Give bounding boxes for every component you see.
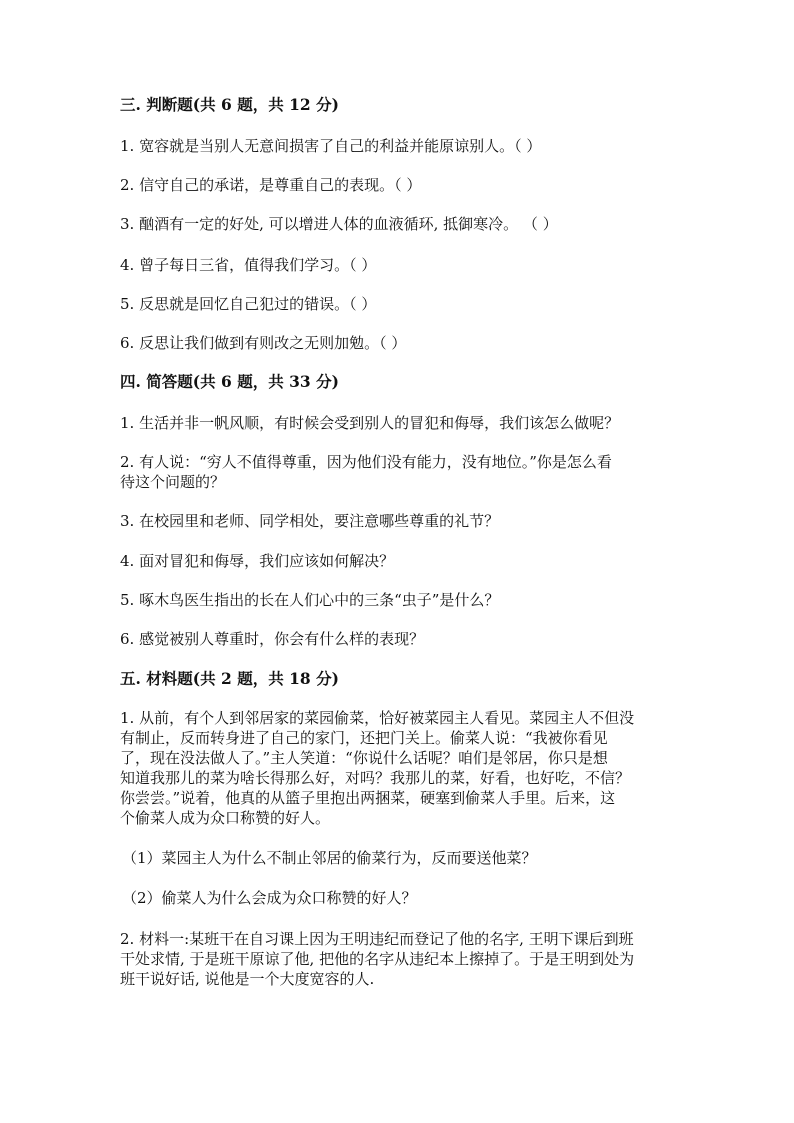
section-4-question-1: 1. 生活并非一帆风顺，有时候会受到别人的冒犯和侮辱，我们该怎么做呢？ <box>120 414 620 432</box>
section-5-heading: 五. 材料题(共 2 题，共 18 分) <box>120 669 339 688</box>
section-3-question-2: 2. 信守自己的承诺，是尊重自己的表现。（ ） <box>120 176 422 194</box>
material-1-line-6: 个偷菜人成为众口称赞的好人。 <box>120 809 331 827</box>
section-4-question-2-line-1: 2. 有人说：“穷人不值得尊重，因为他们没有能力，没有地位。”你是怎么看 <box>120 453 612 471</box>
section-4-question-3: 3. 在校园里和老师、同学相处，要注意哪些尊重的礼节？ <box>120 512 500 530</box>
material-1-line-5: 你尝尝。”说着，他真的从篮子里抱出两捆菜，硬塞到偷菜人手里。后来，这 <box>120 789 616 807</box>
material-2-line-3: 班干说好话, 说他是一个大度宽容的人. <box>120 970 375 988</box>
section-4-question-6: 6. 感觉被别人尊重时，你会有什么样的表现？ <box>120 630 425 648</box>
material-1-line-3: 了，现在没法做人了。”主人笑道：“你说什么话呢？咱们是邻居，你只是想 <box>120 749 608 767</box>
material-1-subquestion-1: （1）菜园主人为什么不制止邻居的偷菜行为，反而要送他菜？ <box>122 849 537 867</box>
section-3-heading: 三. 判断题(共 6 题，共 12 分) <box>120 95 339 114</box>
material-2-line-2: 干处求情, 于是班干原谅了他, 把他的名字从违纪本上擦掉了。于是王明到处为 <box>120 950 635 968</box>
material-1-line-4: 知道我那儿的菜为啥长得那么好，对吗？我那儿的菜，好看，也好吃，不信？ <box>120 769 631 787</box>
section-3-question-4: 4. 曾子每日三省，值得我们学习。（ ） <box>120 256 377 274</box>
material-1-subquestion-2: （2）偷菜人为什么会成为众口称赞的好人？ <box>122 889 417 907</box>
material-1-line-2: 有制止，反而转身进了自己的家门，还把门关上。偷菜人说：“我被你看见 <box>120 729 608 747</box>
section-3-question-1: 1. 宽容就是当别人无意间损害了自己的利益并能原谅别人。（ ） <box>120 137 542 155</box>
section-3-question-5: 5. 反思就是回忆自己犯过的错误。（ ） <box>120 295 377 313</box>
section-4-question-4: 4. 面对冒犯和侮辱，我们应该如何解决？ <box>120 552 395 570</box>
section-4-question-5: 5. 啄木鸟医生指出的长在人们心中的三条“虫子”是什么？ <box>120 591 500 609</box>
section-4-heading: 四. 简答题(共 6 题，共 33 分) <box>120 372 339 391</box>
section-4-question-2-line-2: 待这个问题的？ <box>120 473 226 491</box>
material-1-line-1: 1. 从前，有个人到邻居家的菜园偷菜，恰好被菜园主人看见。菜园主人不但没 <box>120 709 635 727</box>
section-3-question-6: 6. 反思让我们做到有则改之无则加勉。（ ） <box>120 334 407 352</box>
material-2-line-1: 2. 材料一:某班干在自习课上因为王明违纪而登记了他的名字, 王明下课后到班 <box>120 930 634 948</box>
section-3-question-3: 3. 酗酒有一定的好处, 可以增进人体的血液循环, 抵御寒冷。 （ ） <box>120 215 558 233</box>
